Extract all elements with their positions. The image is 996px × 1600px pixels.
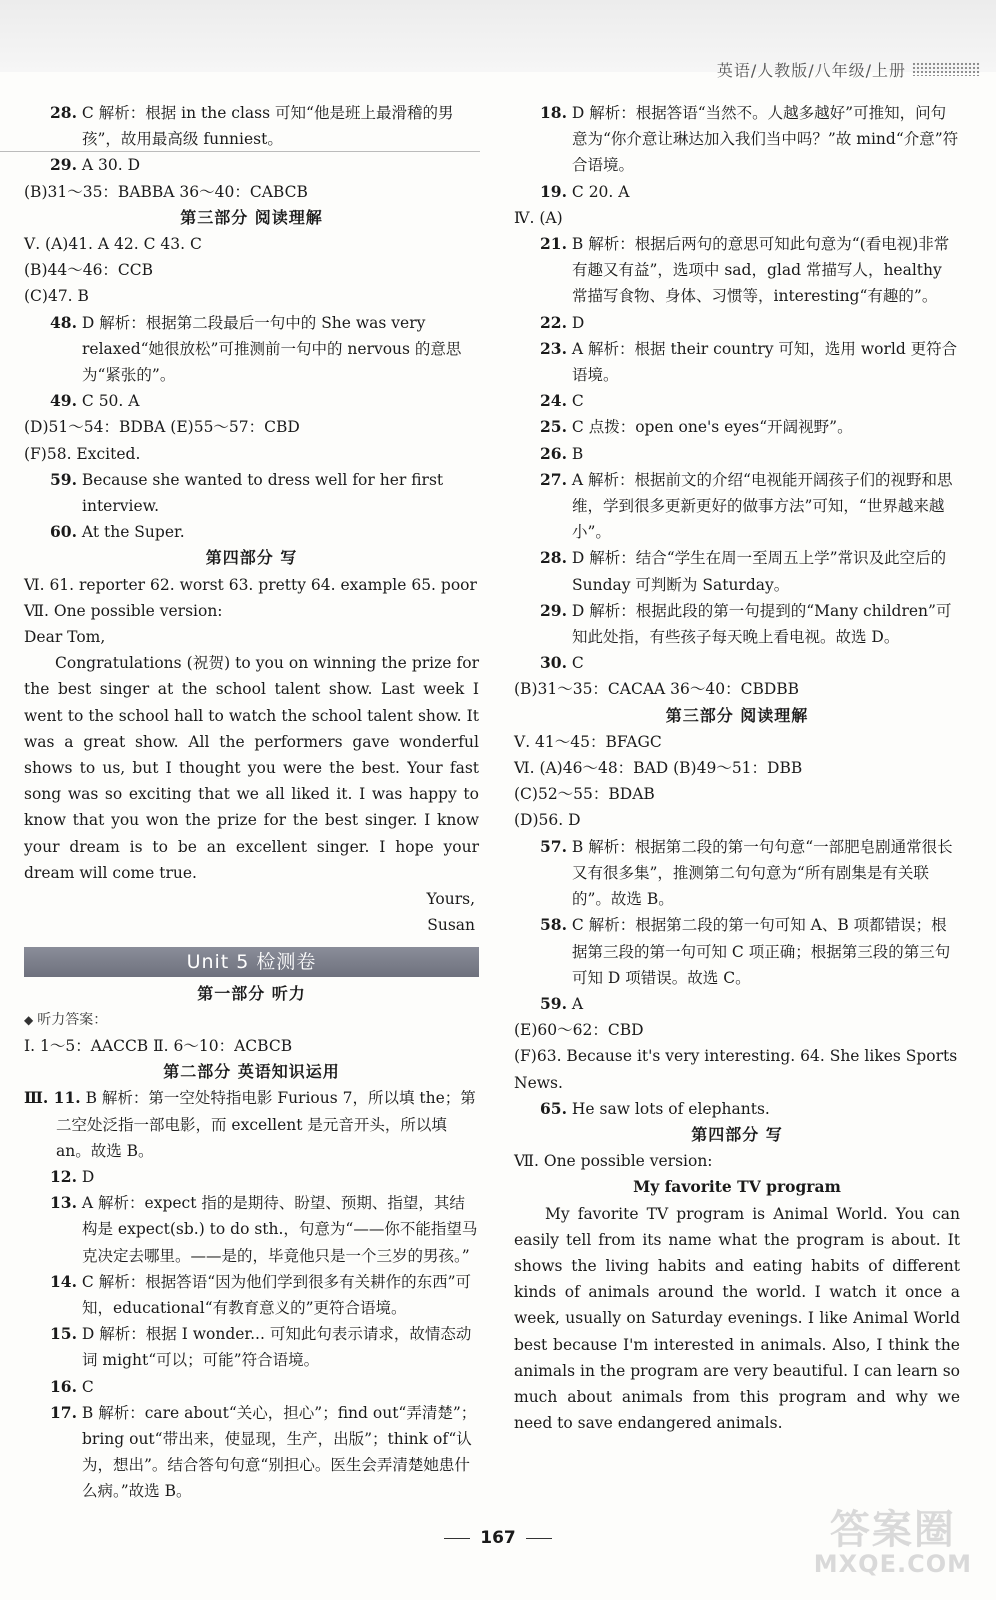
answer-text: Ⅴ. 41～45：BFAGC [514,732,662,751]
question-number: 27. [540,469,567,489]
answer-entry [514,441,960,467]
answer-text: He saw lots of elephants. [571,1099,770,1118]
answer-entry [24,310,479,389]
answer-entry [514,676,960,702]
answer-entry [514,100,960,179]
answer-text: B 解析：第一空处特指电影 Furious 7，所以填 the；第二空处泛指一部电影，而 excellent 是元音开头，所以填 an。故选 B。 [56,1089,476,1160]
question-number: 18. [540,103,567,122]
question-number: 23. [540,338,567,358]
answer-text: C 解析：根据答语“因为他们学到很多有关耕作的东西”可知，educational“有教育意义的”更符合语境。 [81,1272,472,1317]
question-number: 26. [540,443,567,463]
answer-text: (C)52～55：BDAB [514,785,655,804]
answer-entry [514,545,960,597]
answer-entry [514,598,960,650]
header-dots-decoration [912,62,980,76]
answer-text: A 30. D [81,156,141,175]
answer-entry [24,624,479,650]
answer-entry [514,991,960,1017]
question-number: Ⅲ. 11. [24,1088,81,1108]
answer-entry [24,1400,479,1505]
question-number: 24. [540,391,567,411]
answer-text: D 解析：结合“学生在周一至周五上学”常识及此空后的 Sunday 可判断为 Saturday。 [571,549,947,594]
answer-entry [24,179,479,205]
answer-entry [24,231,479,257]
answer-text: (B)44～46：CCB [24,261,154,280]
answer-text: C 点拨：open one's eyes“开阔视野”。 [571,418,853,437]
answer-entry [514,205,960,231]
question-number: 15. [50,1324,77,1344]
answer-text: (C)47. B [24,287,89,306]
answer-entry [514,650,960,676]
question-number: 60. [50,522,77,542]
question-number: 22. [540,312,567,332]
answer-text: Ⅰ. 1～5：AACCB Ⅱ. 6～10：ACBCB [24,1036,293,1055]
watermark-line2: MXQE.COM [813,1550,972,1578]
answer-text: A [571,994,584,1013]
answer-text: (B)31～35：BABBA 36～40：CABCB [24,182,308,201]
section-heading: 第三部分 阅读理解 [180,207,323,227]
question-number: 21. [540,234,567,254]
question-number: 59. [540,993,567,1013]
answer-entry [514,912,960,991]
question-number: 28. [540,548,567,568]
section-heading: 第二部分 英语知识运用 [163,1062,340,1082]
question-number: 19. [540,181,567,201]
answer-text: C 解析：根据第二段的第一句可知 A、B 项都错误；根据第三段的第一句可知 C 项正确；根据第三段的第三句可知 D 项错误。故选 C。 [571,916,951,987]
answer-entry [24,519,479,545]
answer-text: A 解析：根据 their country 可知，选用 world 更符合语境。 [571,339,958,385]
answer-text: B 解析：根据第二段的第一句句意“一部肥皂剧通常很长又有很多集”，推测第二句句意为“所有剧集是有关联的”。故选 B。 [571,837,953,909]
question-number: 49. [50,391,77,411]
answer-entry [514,729,960,755]
answer-text: Ⅶ. One possible version: [24,601,223,620]
answer-entry [514,310,960,336]
answer-entry [514,755,960,781]
section-heading: 第一部分 听力 [197,983,306,1003]
question-number: 17. [50,1402,77,1422]
answer-entry [24,441,479,467]
answer-text: Dear Tom, [24,628,106,647]
answer-entry [24,414,479,440]
unit-title-banner: Unit 5 检测卷 [24,947,479,977]
answer-text: Because she wanted to dress well for her first interview. [81,470,444,516]
question-number: 28. [50,103,77,122]
essay-title: My favorite TV program [633,1177,841,1197]
answer-entry [514,781,960,807]
section-heading: 第四部分 写 [691,1124,783,1144]
answer-text: C [571,392,584,411]
question-number: 65. [540,1098,567,1118]
answer-entry [514,179,960,205]
answer-text: C [81,1377,94,1396]
answer-text: D 解析：根据此段的第一句提到的“Many children”可知此处指，有些孩子每天晚上看电视。故选 D。 [571,601,952,647]
answer-entry [514,834,960,913]
watermark-line1: 答案圈 [829,1507,956,1553]
answer-text: D [571,313,585,332]
letter-signoff: Yours, [426,890,475,909]
answer-entry [24,283,479,309]
question-number: 29. [540,600,567,620]
listening-label-text: 听力答案： [37,1011,108,1028]
answer-text: C [571,654,584,673]
answer-text: Ⅶ. One possible version: [514,1152,713,1171]
answer-text: B [571,444,584,463]
answer-entry [514,336,960,388]
answer-text: Ⅵ. (A)46～48：BAD (B)49～51：DBB [514,759,803,778]
answer-text: (D)56. D [514,811,581,830]
question-number: 29. [50,155,77,175]
answer-entry [24,572,479,598]
answer-text: (F)58. Excited. [24,444,141,463]
answer-text: (E)60～62：CBD [514,1021,644,1040]
question-number: 30. [540,653,567,673]
answer-text: A 解析：expect 指的是期待、盼望、预期、指望，其结构是 expect(sb.) to do sth.，句意为“——你不能指望马克决定去哪里。——是的，毕竟他只是一个三岁的男孩。” [81,1194,478,1265]
answer-entry [514,807,960,833]
letter-signoff: Susan [427,916,475,935]
answer-entry [24,100,479,152]
right-column [514,100,960,1436]
answer-text: C 20. A [571,182,630,201]
answer-text: B 解析：care about“关心，担心”；find out“弄清楚”；bring out“带出来，使显现，生产，出版”；think of“认为，想出”。结合答句句意“别担心。医生会弄清楚她患什么病。”故选 B。 [81,1403,477,1501]
header-label: 英语/人教版/八年级/上册 [716,61,906,80]
answer-entry [514,414,960,440]
question-number: 16. [50,1376,77,1396]
answer-text: (D)51～54：BDBA (E)55～57：CBD [24,418,300,437]
question-number: 59. [50,469,77,489]
answer-entry [24,1085,479,1164]
question-number: 14. [50,1271,77,1291]
answer-text: C 解析：根据 in the class 可知“他是班上最滑稽的男孩”，故用最高级 funniest。 [81,104,454,149]
answer-entry [24,1190,479,1269]
question-number: 48. [50,312,77,332]
answer-entry [24,257,479,283]
answer-text: D [81,1167,95,1186]
answer-text: D 解析：根据 I wonder... 可知此句表示请求，故情态动词 might“可以；可能”符合语境。 [81,1325,472,1370]
answer-entry [24,1164,479,1190]
question-number: 58. [540,915,567,935]
question-number: 13. [50,1193,77,1213]
section-heading: 第三部分 阅读理解 [665,705,809,725]
answer-text: At the Super. [81,523,185,542]
answer-text: D 解析：根据答语“当然不。人越多越好”可推知，问句意为“你介意让琳达加入我们当中吗？”故 mind“介意”符合语境。 [571,104,959,175]
diamond-icon: ◆ [24,1012,34,1027]
answer-entry [514,1017,960,1043]
essay-paragraph: Congratulations (祝贺) to you on winning the prize for the best singer at the school talent show. Last week I went to the school hall to watch the school talent show. It was a great show. All the performers gave wonderful shows to us, but I thought you were the best. Your fast song was so exciting that we all liked it. I was happy to know that you won the prize for the best singer. I know your dream is to be an excellent singer. I hope your dream will come true. [24,654,479,882]
answer-text: D 解析：根据第二段最后一句中的 She was very relaxed“她很放松”可推测前一句中的 nervous 的意思为“紧张的”。 [81,313,462,385]
answer-entry [24,1321,479,1373]
answer-text: (B)31～35：CACAA 36～40：CBDBB [514,680,800,699]
answer-text: Ⅵ. 61. reporter 62. worst 63. pretty 64. example 65. poor [24,575,477,594]
answer-entry [24,1269,479,1321]
page-number-text: 167 [480,1528,516,1548]
answer-entry [24,388,479,414]
answer-text: C 50. A [81,392,140,411]
answer-entry [514,1148,960,1174]
answer-text: (F)63. Because it's very interesting. 64. She likes Sports News. [514,1047,958,1092]
answer-entry [514,231,960,310]
listening-answers-label [24,1007,479,1033]
answer-text: B 解析：根据后两句的意思可知此句意为“(看电视)非常有趣又有益”，选项中 sad，glad 常描写人，healthy 常描写食物、身体、习惯等，interesting“有趣的”。 [571,235,950,306]
answer-text: A 解析：根据前文的介绍“电视能开阔孩子们的视野和思维，学到很多更新更好的做事方法”可知，“世界越来越小”。 [571,470,953,542]
question-number: 57. [540,836,567,856]
answer-entry [24,598,479,624]
answer-entry [24,152,479,178]
question-number: 12. [50,1166,77,1186]
answer-entry [24,467,479,519]
answer-entry [514,1096,960,1122]
section-heading: 第四部分 写 [205,548,298,568]
question-number: 25. [540,417,567,437]
watermark-logo [813,1507,972,1578]
answer-entry [514,388,960,414]
answer-text: Ⅴ. (A)41. A 42. C 43. C [24,235,202,254]
answer-entry [514,467,960,546]
answer-entry [24,1374,479,1400]
answer-text: Ⅳ. (A) [514,208,563,227]
answer-entry [514,1043,960,1095]
answer-entry [24,1033,479,1059]
left-column [24,100,479,1505]
essay-paragraph: My favorite TV program is Animal World. You can easily tell from its name what the program is about. It shows the living habits and eating habits of different kinds of animals around the world. I watch it once a week, usually on Saturday evenings. I like Animal World best because I'm interested in animals. Also, I think the animals in the program are very beautiful. I can learn so much about animals from this program and why we need to save endangered animals. [514,1204,960,1433]
